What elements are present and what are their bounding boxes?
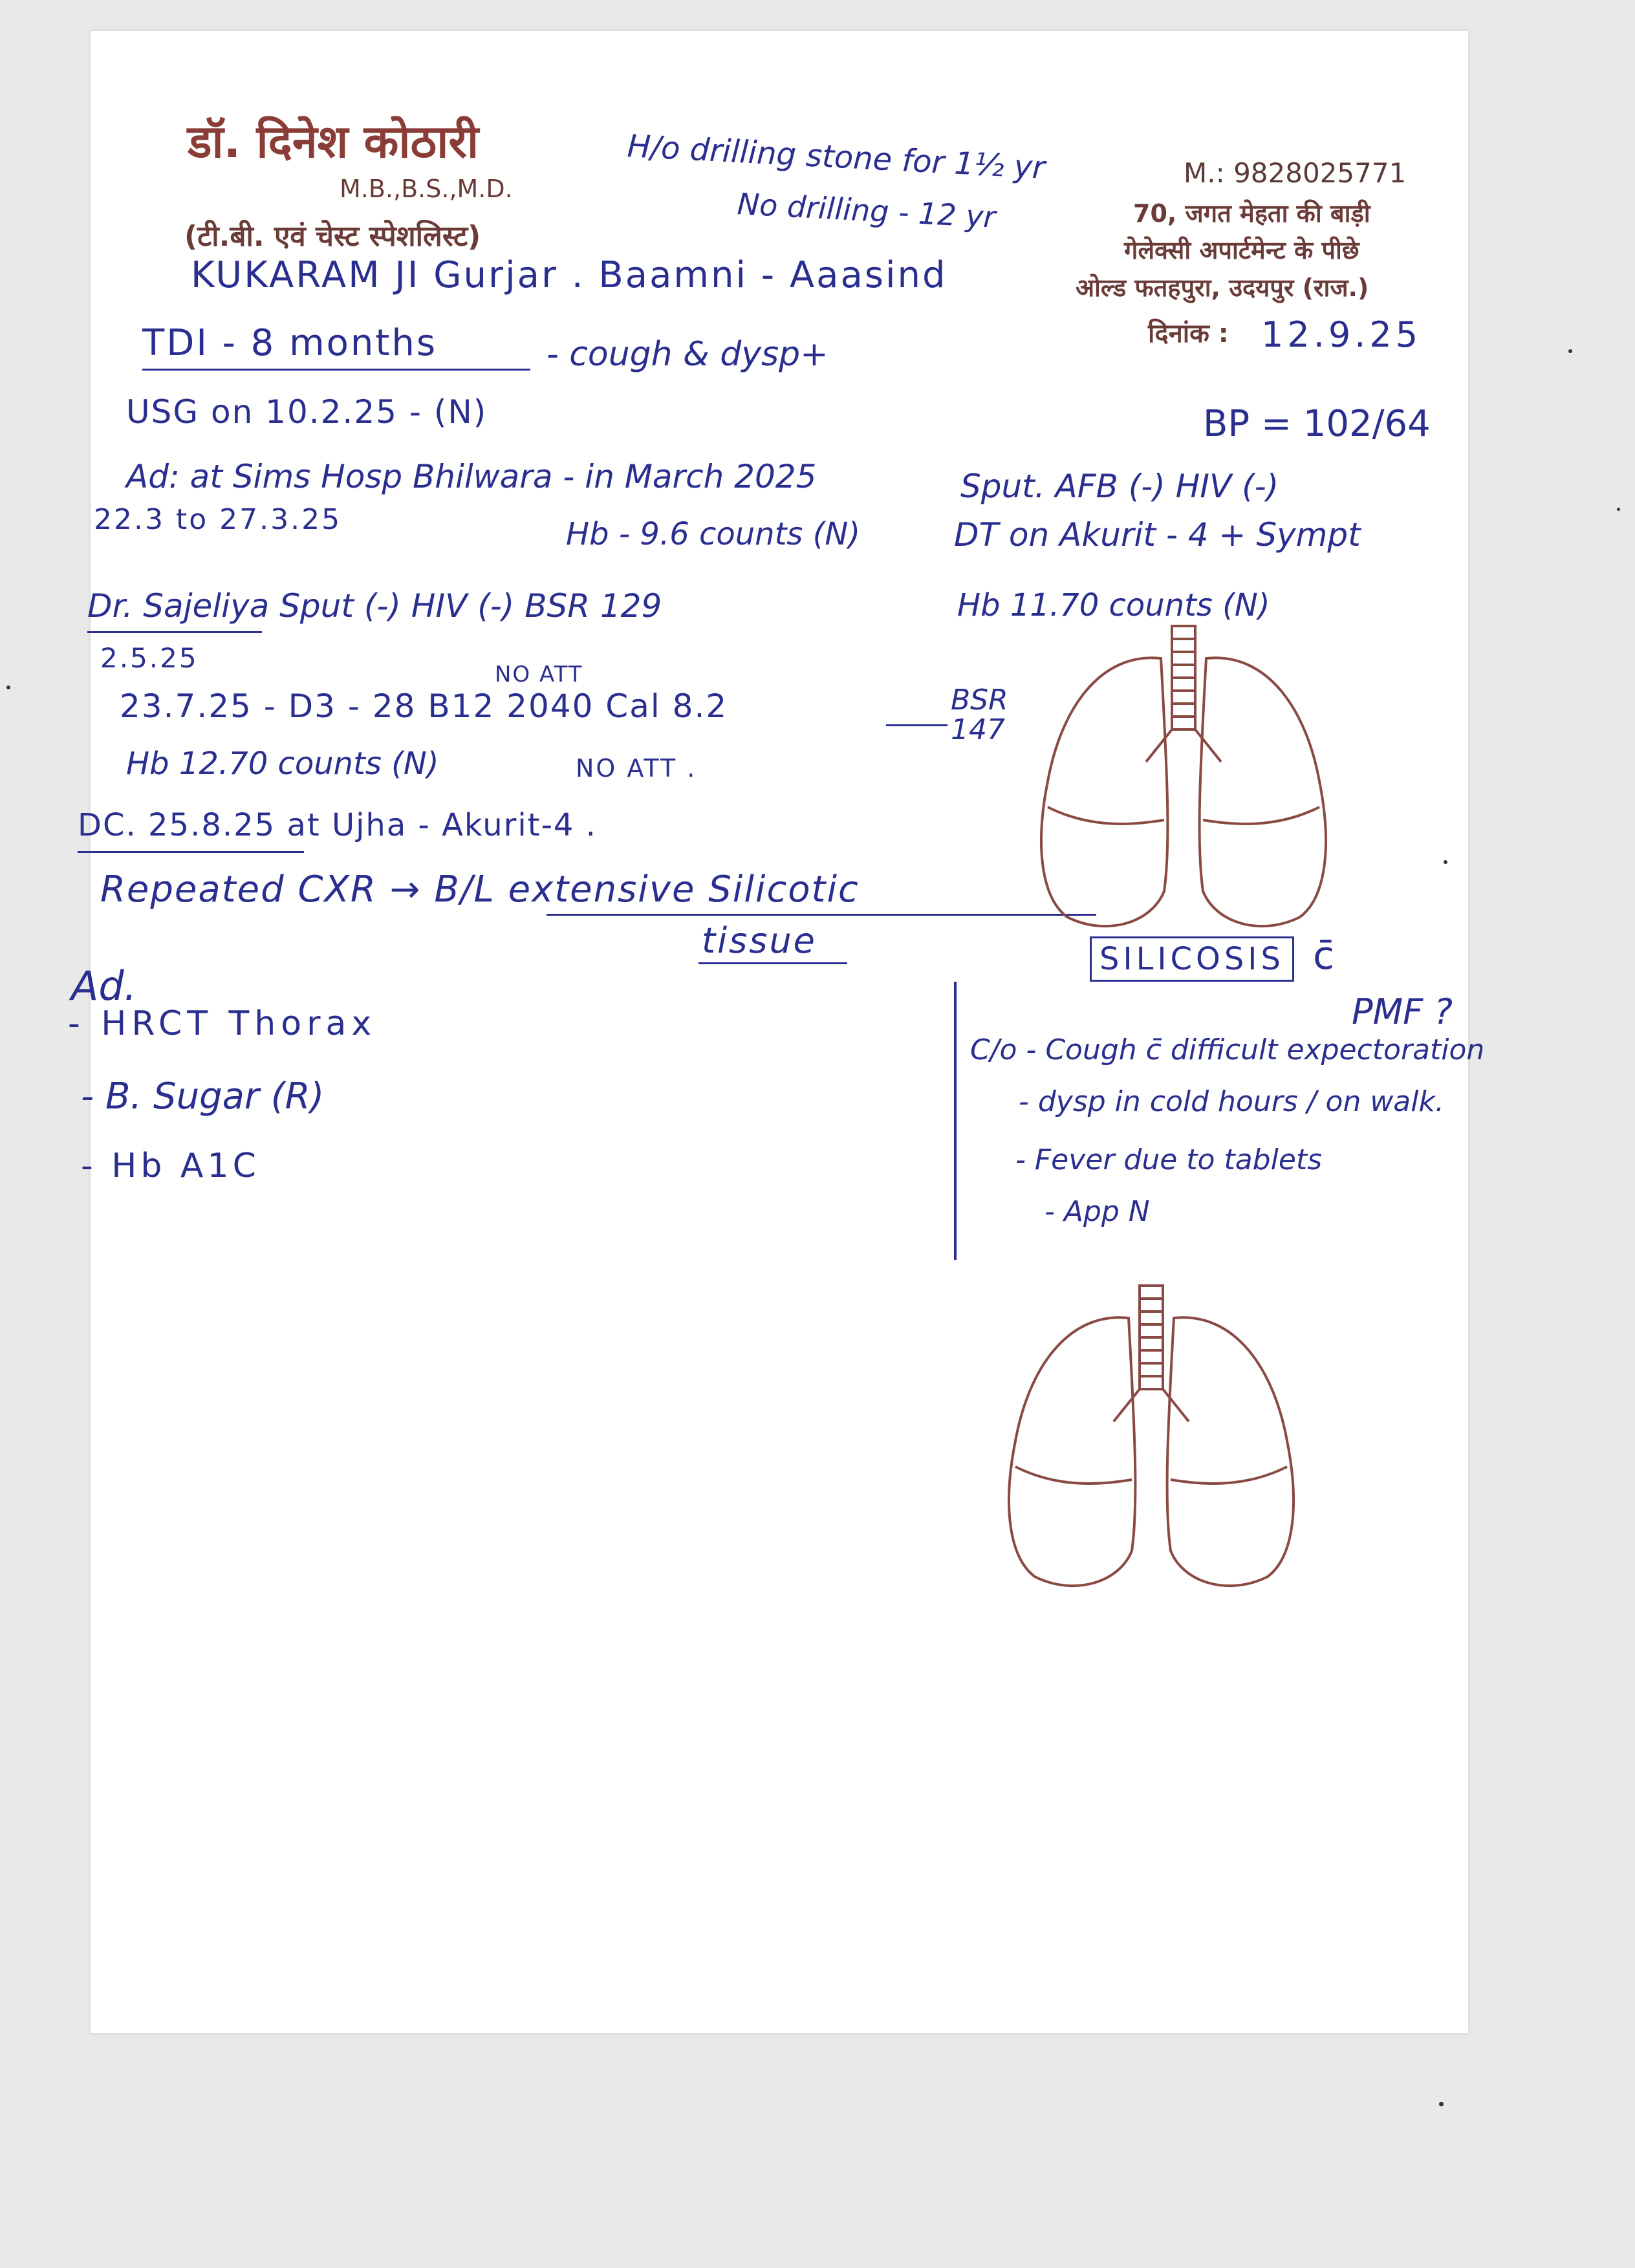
- advice-heading: Ad.: [71, 962, 137, 1010]
- tissue-underline: [698, 962, 847, 964]
- dr-visit-results: Dr. Sajeliya Sput (-) HIV (-) BSR 129: [87, 587, 662, 625]
- tdi-duration: TDI - 8 months: [142, 322, 438, 364]
- address-line-2: गेलेक्सी अपार्टमेन्ट के पीछे: [1124, 236, 1359, 265]
- diagnosis-silicosis: SILICOSIS: [1090, 936, 1294, 982]
- hb-counts-1: Hb - 9.6 counts (N): [566, 516, 861, 552]
- cxr-tissue: tissue: [702, 920, 817, 961]
- labs-23-7-25: 23.7.25 - D3 - 28 B12 2040 Cal 8.2: [120, 687, 728, 725]
- discharge-line: DC. 25.8.25 at Ujha - Akurit-4 .: [78, 807, 597, 843]
- address-line-1: 70, जगत मेहता की बाड़ी: [1133, 199, 1370, 228]
- advice-hrct: - HRCT Thorax: [68, 1004, 377, 1043]
- labs-dash: [886, 724, 947, 726]
- advice-sugar: - B. Sugar (R): [81, 1075, 325, 1118]
- hb-counts-2: Hb 11.70 counts (N): [957, 587, 1270, 623]
- date-label: दिनांक :: [1148, 319, 1229, 349]
- patient-name-place: KUKARAM JI Gurjar . Baamni - Aaasind: [191, 254, 947, 296]
- sputum-hiv-1: Sput. AFB (-) HIV (-): [960, 468, 1279, 505]
- doctor-name: डॉ. दिनेश कोठारी: [188, 115, 479, 168]
- co-appetite: - App N: [1045, 1195, 1150, 1228]
- cxr-underline: [547, 914, 1096, 916]
- diagnosis-with: c̄: [1313, 933, 1334, 978]
- no-att-2: NO ATT .: [576, 754, 697, 783]
- blood-pressure: BP = 102/64: [1203, 403, 1431, 445]
- tdi-underline: [142, 369, 530, 371]
- admission-sims: Ad: at Sims Hosp Bhilwara - in March 2025: [126, 458, 817, 495]
- doctor-specialty: (टी.बी. एवं चेस्ट स्पेशलिस्ट): [184, 220, 481, 253]
- lung-diagram-lower: [990, 1273, 1326, 1596]
- doctor-degrees: M.B.,B.S.,M.D.: [340, 175, 513, 203]
- co-cough: C/o - Cough c̄ difficult expectoration: [970, 1033, 1485, 1066]
- visit-date: 12.9.25: [1261, 314, 1422, 355]
- history-drilling: H/o drilling stone for 1½ yr: [626, 128, 1046, 186]
- dr-visit-underline: [87, 631, 262, 633]
- prescription-sheet: [68, 31, 1485, 2033]
- usg-result: USG on 10.2.25 - (N): [126, 393, 488, 431]
- history-no-drilling: No drilling - 12 yr: [736, 186, 997, 235]
- hb-counts-3: Hb 12.70 counts (N): [126, 746, 439, 782]
- dt-akurit: DT on Akurit - 4 + Sympt: [954, 516, 1361, 554]
- complaints-bracket: [954, 982, 957, 1260]
- lung-diagram-upper: [1022, 613, 1358, 936]
- admission-dates: 22.3 to 27.3.25: [94, 503, 342, 536]
- no-att-1: NO ATT: [495, 662, 583, 687]
- pmf-query: PMF ?: [1352, 991, 1453, 1032]
- co-dysp: - dysp in cold hours / on walk.: [1019, 1085, 1444, 1118]
- address-line-3: ओल्ड फतहपुरा, उदयपुर (राज.): [1076, 274, 1369, 302]
- scan-speck: [1617, 508, 1620, 511]
- scan-speck: [1568, 349, 1572, 353]
- scan-speck: [1439, 2102, 1444, 2106]
- complaint-cough-dysp: - cough & dysp+: [547, 335, 828, 374]
- co-fever: - Fever due to tablets: [1015, 1143, 1323, 1176]
- date-2-5-25: 2.5.25: [100, 642, 199, 674]
- scan-speck: [1444, 860, 1447, 864]
- scan-speck: [6, 686, 10, 689]
- repeated-cxr: Repeated CXR → B/L extensive Silicotic: [100, 869, 860, 911]
- advice-hba1c: - Hb A1C: [81, 1147, 260, 1185]
- mobile-number: M.: 9828025771: [1184, 157, 1407, 189]
- bsr-147: BSR 147: [951, 684, 1008, 746]
- discharge-underline: [78, 851, 304, 853]
